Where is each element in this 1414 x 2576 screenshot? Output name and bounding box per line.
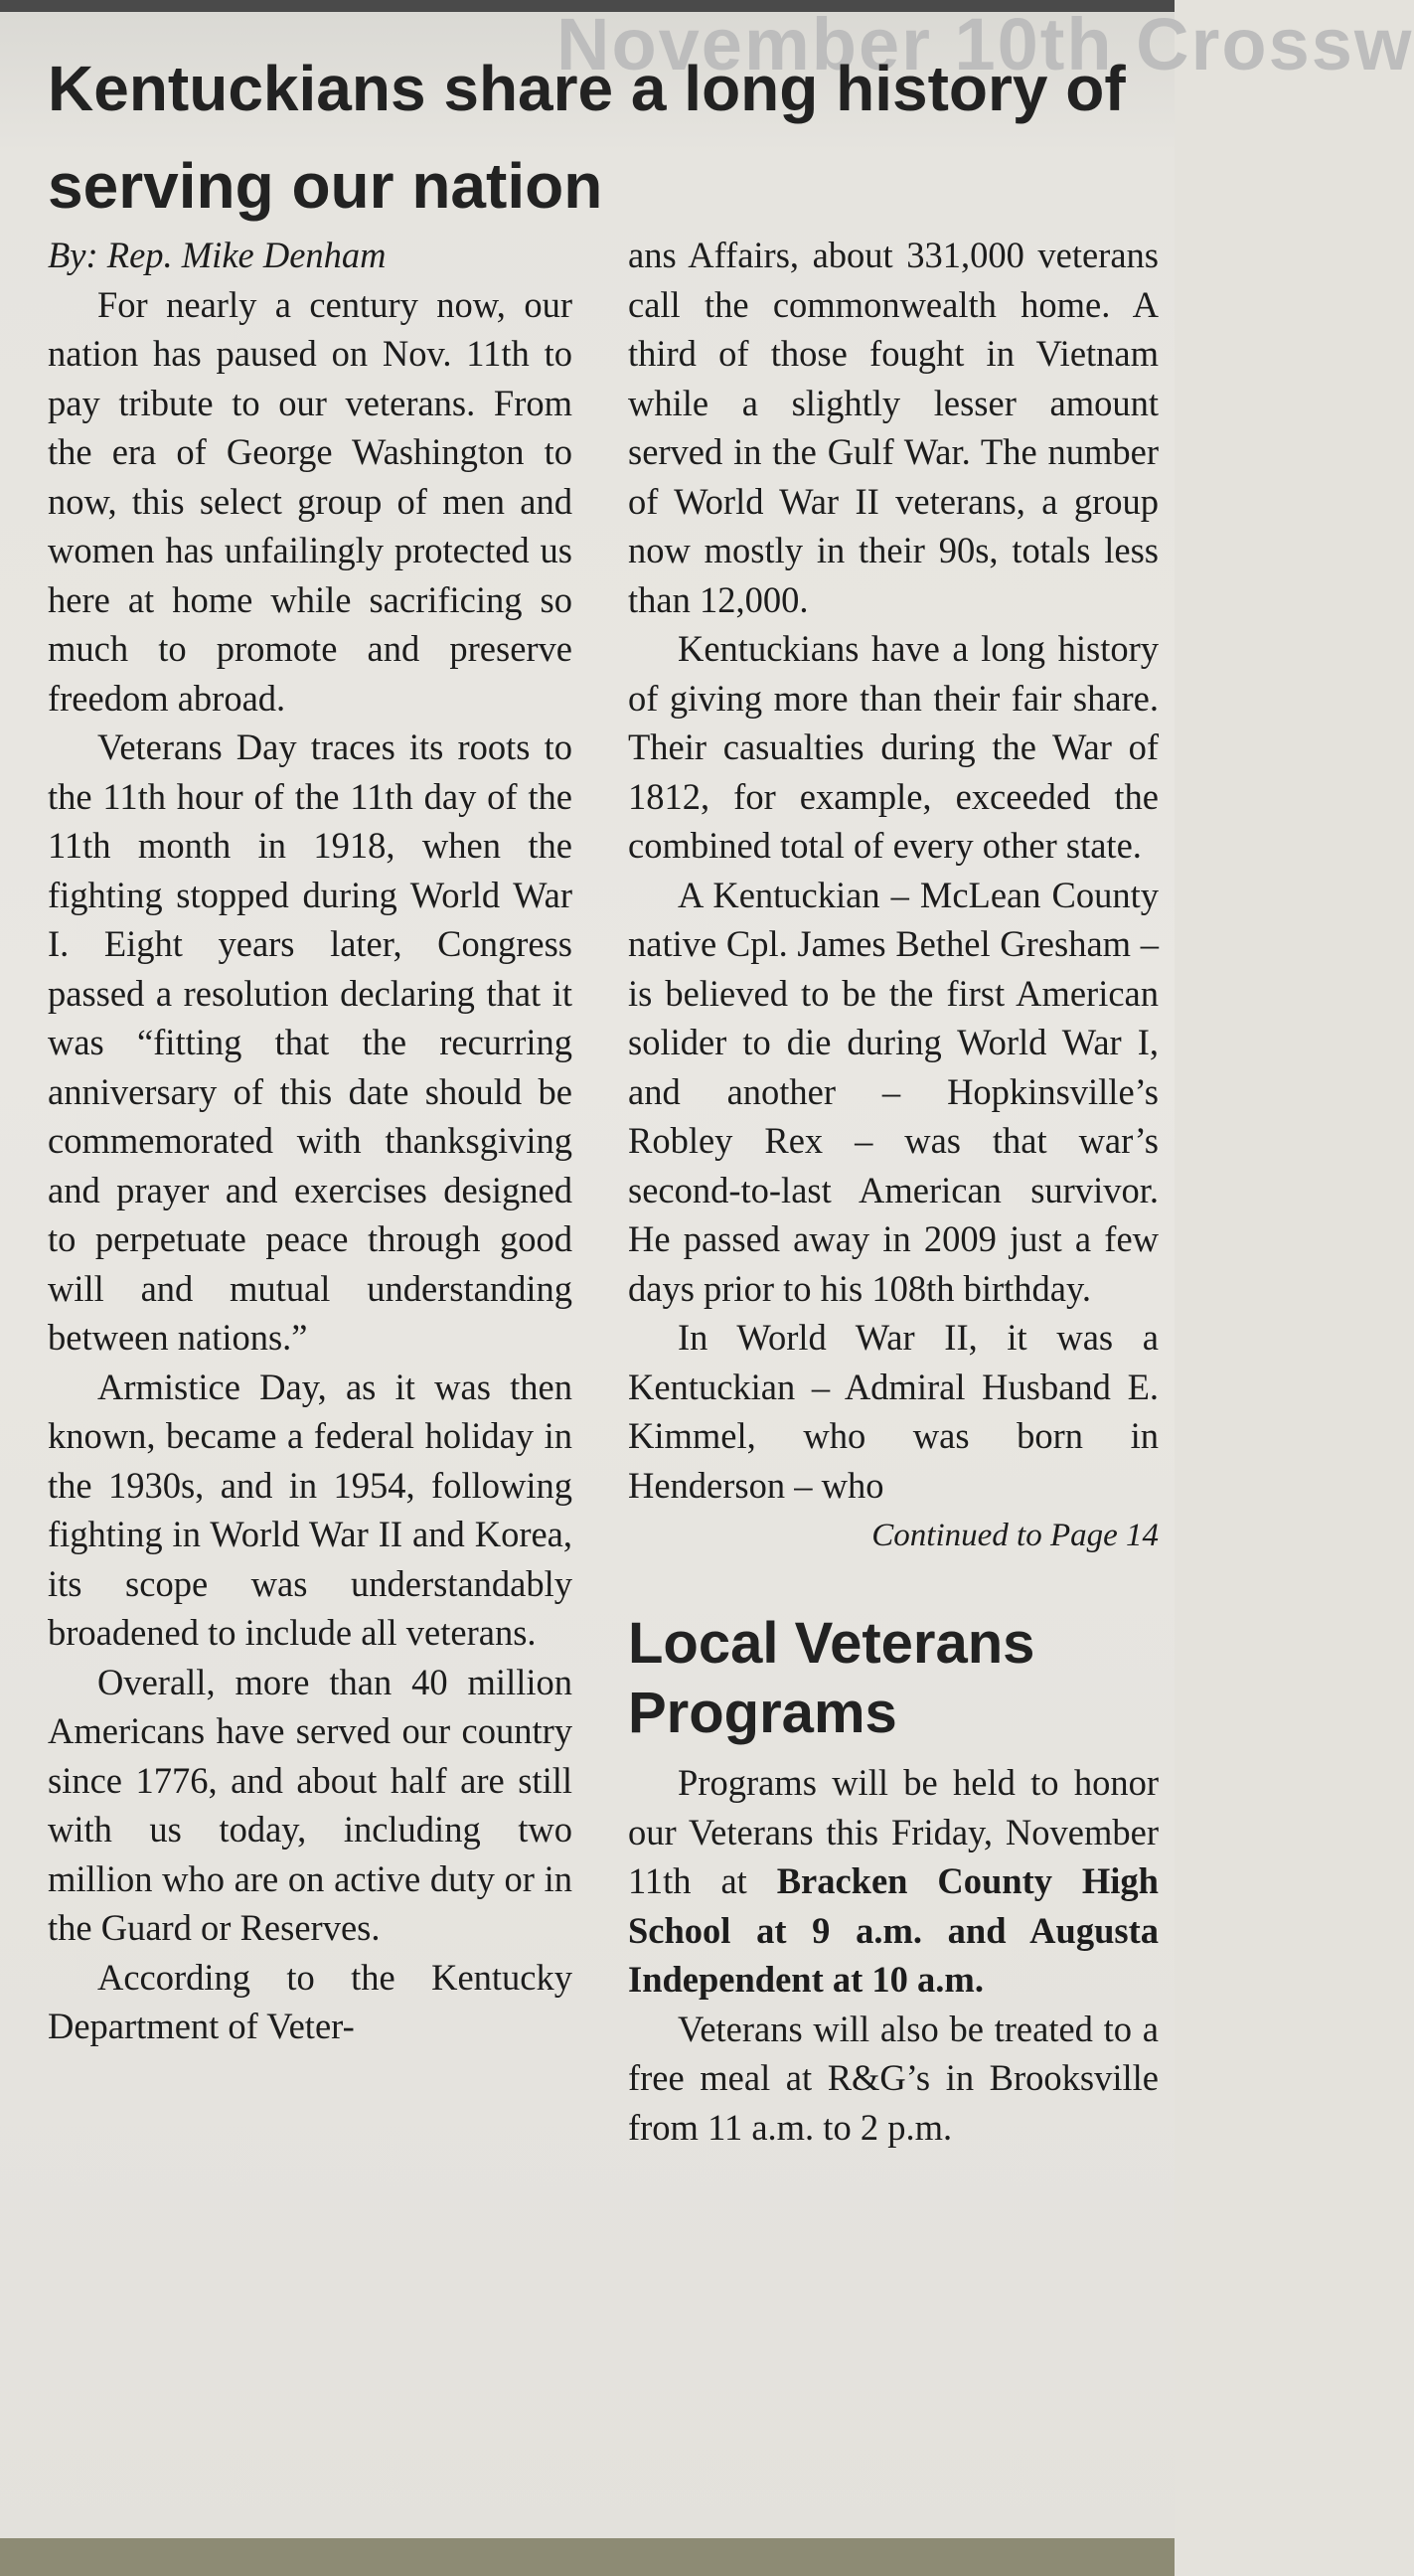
sidebar-paragraph-2: Veterans will also be treated to a free meal at R&G’s in Brooksville from 11 a.m. to 2 p.m.: [628, 2008, 1159, 2148]
paragraph-1: For nearly a century now, our nation has paused on Nov. 11th to pay tribute to our veterans. From the era of George Washington to now, this select group of men and women has unfailingly protected us here at home while sacrificing so much to promote and preserve freedom abroad.: [48, 283, 572, 719]
paragraph-8: In World War II, it was a Kentuckian – Admiral Husband E. Kimmel, who was born in Henderson – who: [628, 1317, 1159, 1506]
bleed-through-masthead: November 10th Crossw: [556, 3, 1414, 85]
paragraph-5-start: According to the Kentucky Department of Veter-: [48, 1956, 572, 2046]
paragraph-2: Veterans Day traces its roots to the 11th hour of the 11th day of the 11th month in 1918, when the fighting stopped during World War I. Eight years later, Congress passed a resolution declaring that it was “fitting that the recurring anniversary of this date should be commemorated with thanksgiving and prayer and exercises designed to perpetuate peace through good will and mutual understanding between nations.”: [48, 726, 572, 1358]
article-headline: Kentuckians share a long history of serving our nation: [48, 53, 1126, 222]
continued-note: Continued to Page 14: [871, 1518, 1159, 1553]
paragraph-7: A Kentuckian – McLean County native Cpl. James Bethel Gresham – is believed to be the first American solider to die during World War I, and another – Hopkinsville’s Robley Rex – was that war’s second-to-last American survivor. He passed away in 2009 just a few days prior to his 108th birthday.: [628, 874, 1159, 1309]
paragraph-5-end: ans Affairs, about 331,000 veterans call the commonwealth home. A third of those fought in Vietnam while a slightly lesser amount served in the Gulf War. The number of World War II veterans, a group now mostly in their 90s, totals less than 12,000.: [628, 235, 1159, 620]
paragraph-6: Kentuckians have a long history of giving more than their fair share. Their casualties during the War of 1812, for example, exceeded the combined total of every other state.: [628, 628, 1159, 866]
sidebar-title: Local Veterans Programs: [628, 1611, 1035, 1745]
sidebar-p1-lead: Programs will be held to honor our Veterans this Friday, November 11th at: [628, 1762, 1159, 1901]
right-column: [628, 231, 1159, 2152]
bottom-bar: [0, 2538, 1175, 2576]
left-column: [48, 231, 572, 2051]
paragraph-4: Overall, more than 40 million Americans have served our country since 1776, and about half are still with us today, including two million who are on active duty or in the Guard or Reserves.: [48, 1661, 572, 1948]
sidebar-p1-bold: Bracken County High School at 9 a.m. and Augusta Independent at 10 a.m.: [628, 1860, 1159, 2000]
sidebar-paragraph-1: [628, 1758, 1159, 2005]
paragraph-3: Armistice Day, as it was then known, became a federal holiday in the 1930s, and in 1954, following fighting in World War II and Korea, its scope was understandably broadened to include all veterans.: [48, 1366, 572, 1653]
byline: By: Rep. Mike Denham: [48, 235, 387, 275]
